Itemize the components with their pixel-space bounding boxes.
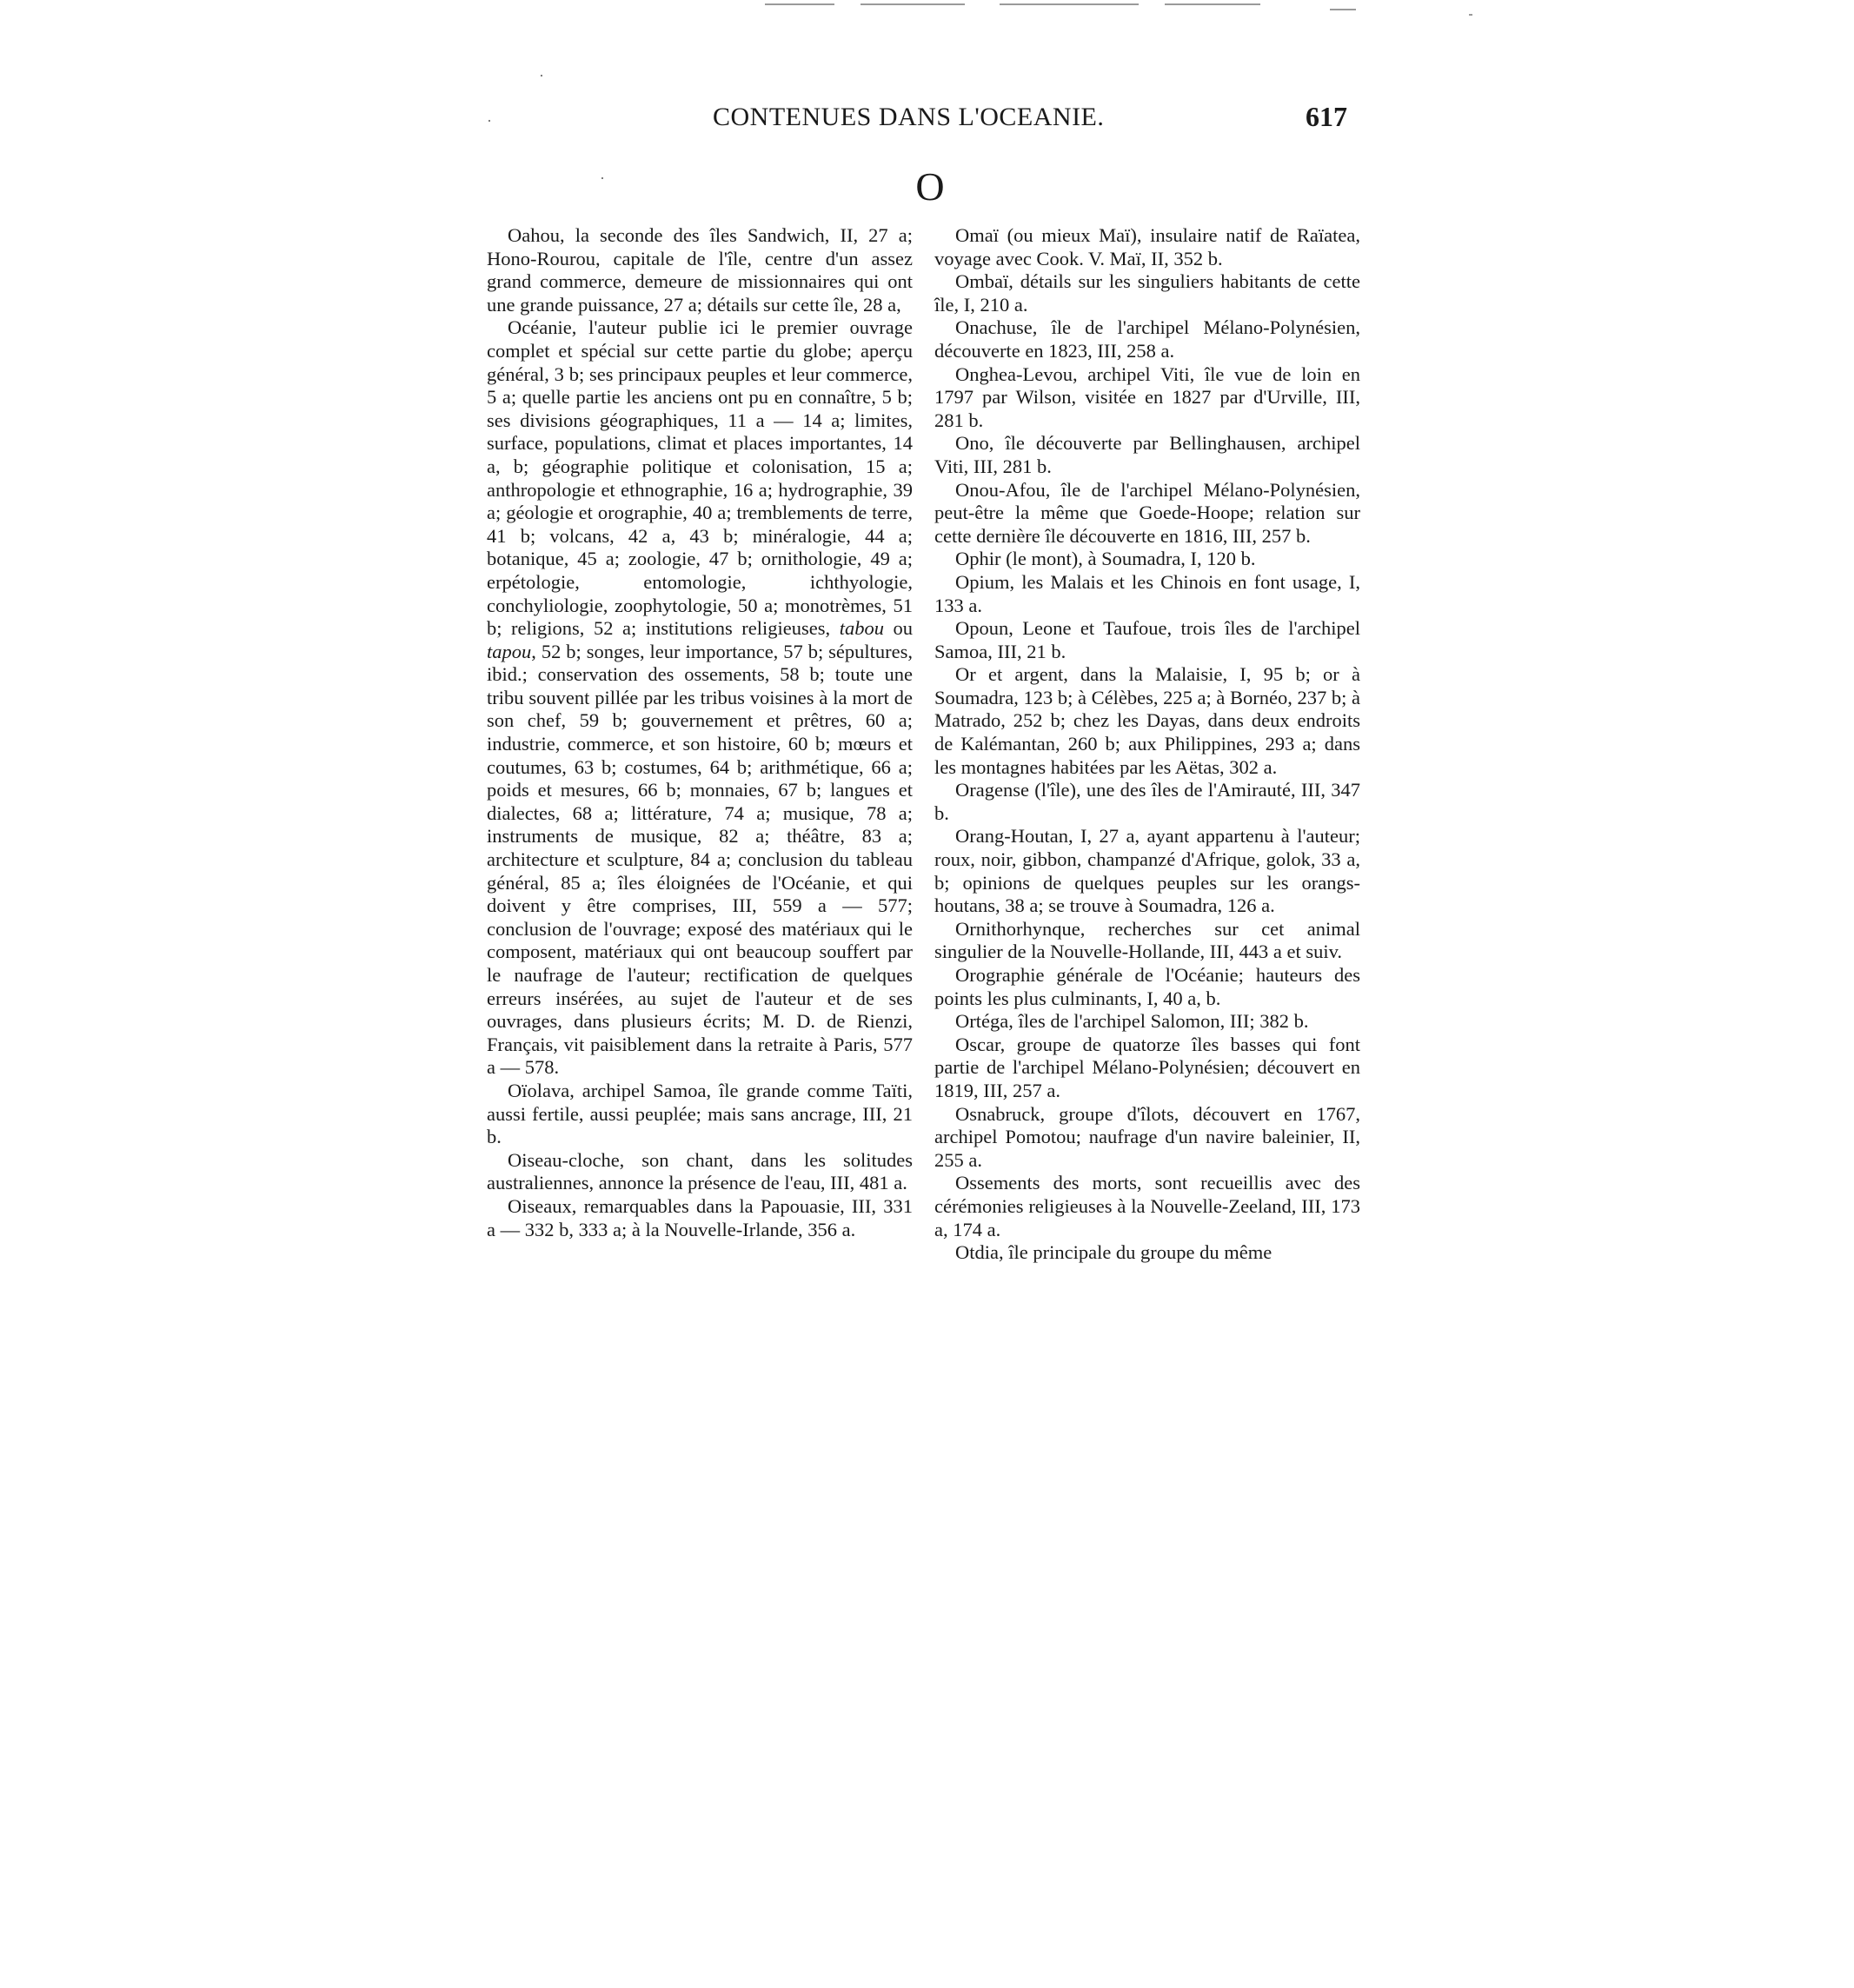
index-entry: Oscar, groupe de quatorze îles basses qui font partie de l'archipel Mélano-Polynésien; découvert en 1819, III, 257 a. — [934, 1033, 1360, 1101]
index-entry-text: Océanie, l'auteur publie ici le premier ouvrage complet et spécial sur cette partie du globe; aperçu général, 3 b; ses principaux peuples et leur commerce, 5 a; quelle partie les anciens ont pu en connaître, 5 b; ses divisions géographiques, 11 a — 14 a; limites, surface, populations, climat et places importantes, 14 a, b; géographie politique et colonisation, 15 a; anthropologie et ethnographie, 16 a; hydrographie, 39 a; géologie et orographie, 40 a; tremblements de terre, 41 b; volcans, 42 a, 43 b; minéralogie, 44 a; botanique, 45 a; zoologie, 47 b; ornithologie, 49 a; erpétologie, entomologie, ichthyologie, conchyliologie, zoophytologie, 50 a; monotrèmes, 51 b; religions, 52 a; institutions religieuses, — [487, 316, 913, 640]
index-column-right — [934, 224, 1360, 1265]
page-number: 617 — [1306, 101, 1347, 132]
index-entry: Oïolava, archipel Samoa, île grande comme Taïti, aussi fertile, aussi peuplée; mais sans ancrage, III, 21 b. — [487, 1079, 913, 1148]
index-entry-italic-term: tabou — [839, 617, 884, 640]
index-column-left — [487, 224, 913, 1241]
index-entry: Oragense (l'île), une des îles de l'Amirauté, III, 347 b. — [934, 779, 1360, 824]
index-entry-text: ou — [893, 617, 914, 640]
index-entry: Ortéga, îles de l'archipel Salomon, III; 382 b. — [955, 1010, 1309, 1033]
scan-artifact-top — [1469, 14, 1472, 16]
scan-speck: · — [600, 170, 605, 187]
index-entry-italic-term: tapou — [487, 640, 532, 662]
index-entry: Orang-Houtan, I, 27 a, ayant appartenu à l'auteur; roux, noir, gibbon, champanzé d'Afrique, golok, 33 a, b; opinions de quelques peuples sur les orangs-houtans, 38 a; se trouve à Soumadra, 126 a. — [934, 825, 1360, 917]
index-entry: Oiseau-cloche, son chant, dans les solitudes australiennes, annonce la présence de l'eau, III, 481 a. — [487, 1148, 913, 1194]
scan-artifact-top — [1330, 9, 1356, 10]
index-entry-text: , 52 b; songes, leur importance, 57 b; sépultures, ibid.; conservation des ossements, 58 b; toute une tribu souvent pillée par les tribus voisines à la mort de son chef, 59 b; gouvernement et prêtres, 60 a; industrie, commerce, et son histoire, 60 b; mœurs et coutumes, 63 b; costumes, 64 b; arithmétique, 66 a; poids et mesures, 66 b; monnaies, 67 b; langues et dialectes, 68 a; littérature, 74 a; musique, 78 a; instruments de musique, 82 a; théâtre, 83 a; architecture et sculpture, 84 a; conclusion du tableau général, 85 a; îles éloignées de l'Océanie, et qui doivent y être comprises, III, 559 a — 577; conclusion de l'ouvrage; exposé des matériaux qui le composent, matériaux qui ont beaucoup souffert par le naufrage de l'auteur; rectification de quelques erreurs insérées, au sujet de l'auteur et de ses ouvrages, dans plusieurs écrits; M. D. de Rienzi, Français, vit paisiblement dans la retraite à Paris, 577 a — 578. — [487, 640, 913, 1079]
index-entry: Opium, les Malais et les Chinois en font usage, I, 133 a. — [934, 570, 1360, 616]
index-entry: Onachuse, île de l'archipel Mélano-Polynésien, découverte en 1823, III, 258 a. — [934, 316, 1360, 362]
index-entry: Opoun, Leone et Taufoue, trois îles de l'archipel Samoa, III, 21 b. — [934, 617, 1360, 662]
scan-artifact-top — [1000, 3, 1139, 5]
running-header — [713, 103, 1347, 146]
section-letter: O — [915, 164, 945, 209]
index-entry: Ornithorhynque, recherches sur cet animal singulier de la Nouvelle-Hollande, III, 443 a et suiv. — [934, 917, 1360, 963]
index-entry: Onou-Afou, île de l'archipel Mélano-Polynésien, peut-être la même que Goede-Hoope; relation sur cette dernière île découverte en 1816, III, 257 b. — [934, 478, 1360, 547]
index-entry: Omaï (ou mieux Maï), insulaire natif de Raïatea, voyage avec Cook. V. Maï, II, 352 b. — [934, 224, 1360, 269]
scan-speck: · — [539, 67, 544, 84]
index-entry: Otdia, île principale du groupe du même — [955, 1241, 1273, 1264]
index-entry: Or et argent, dans la Malaisie, I, 95 b; or à Soumadra, 123 b; à Célèbes, 225 a; à Bornéo, 237 b; à Matrado, 252 b; chez les Dayas, dans deux endroits de Kalémantan, 260 b; aux Philippines, 293 a; dans les montagnes habitées par les Aëtas, 302 a. — [934, 663, 1360, 778]
index-entry: Osnabruck, groupe d'îlots, découvert en 1767, archipel Pomotou; naufrage d'un navire baleinier, II, 255 a. — [934, 1102, 1360, 1171]
index-entry: Orographie générale de l'Océanie; hauteurs des points les plus culminants, I, 40 a, b. — [934, 964, 1360, 1009]
scan-artifact-top — [1165, 3, 1260, 5]
scan-artifact-top — [765, 3, 834, 5]
index-entry: Oiseaux, remarquables dans la Papouasie, III, 331 a — 332 b, 333 a; à la Nouvelle-Irlande, 356 a. — [487, 1194, 913, 1240]
index-entry: Onghea-Levou, archipel Viti, île vue de loin en 1797 par Wilson, visitée en 1827 par d'Urville, III, 281 b. — [934, 362, 1360, 431]
index-entry: Ophir (le mont), à Soumadra, I, 120 b. — [955, 548, 1256, 570]
scan-artifact-top — [861, 3, 965, 5]
running-title: CONTENUES DANS L'OCEANIE. — [713, 103, 1105, 131]
index-entry — [487, 316, 913, 1080]
scan-speck: · — [487, 112, 492, 130]
index-entry: Ossements des morts, sont recueillis avec des cérémonies religieuses à la Nouvelle-Zeeland, III, 173 a, 174 a. — [934, 1172, 1360, 1240]
index-entry: Ombaï, détails sur les singuliers habitants de cette île, I, 210 a. — [934, 270, 1360, 316]
index-entry: Ono, île découverte par Bellinghausen, archipel Viti, III, 281 b. — [934, 432, 1360, 477]
index-entry: Oahou, la seconde des îles Sandwich, II, 27 a; Hono-Rourou, capitale de l'île, centre d'un assez grand commerce, demeure de missionnaires qui ont une grande puissance, 27 a; détails sur cette île, 28 a, — [487, 224, 913, 316]
